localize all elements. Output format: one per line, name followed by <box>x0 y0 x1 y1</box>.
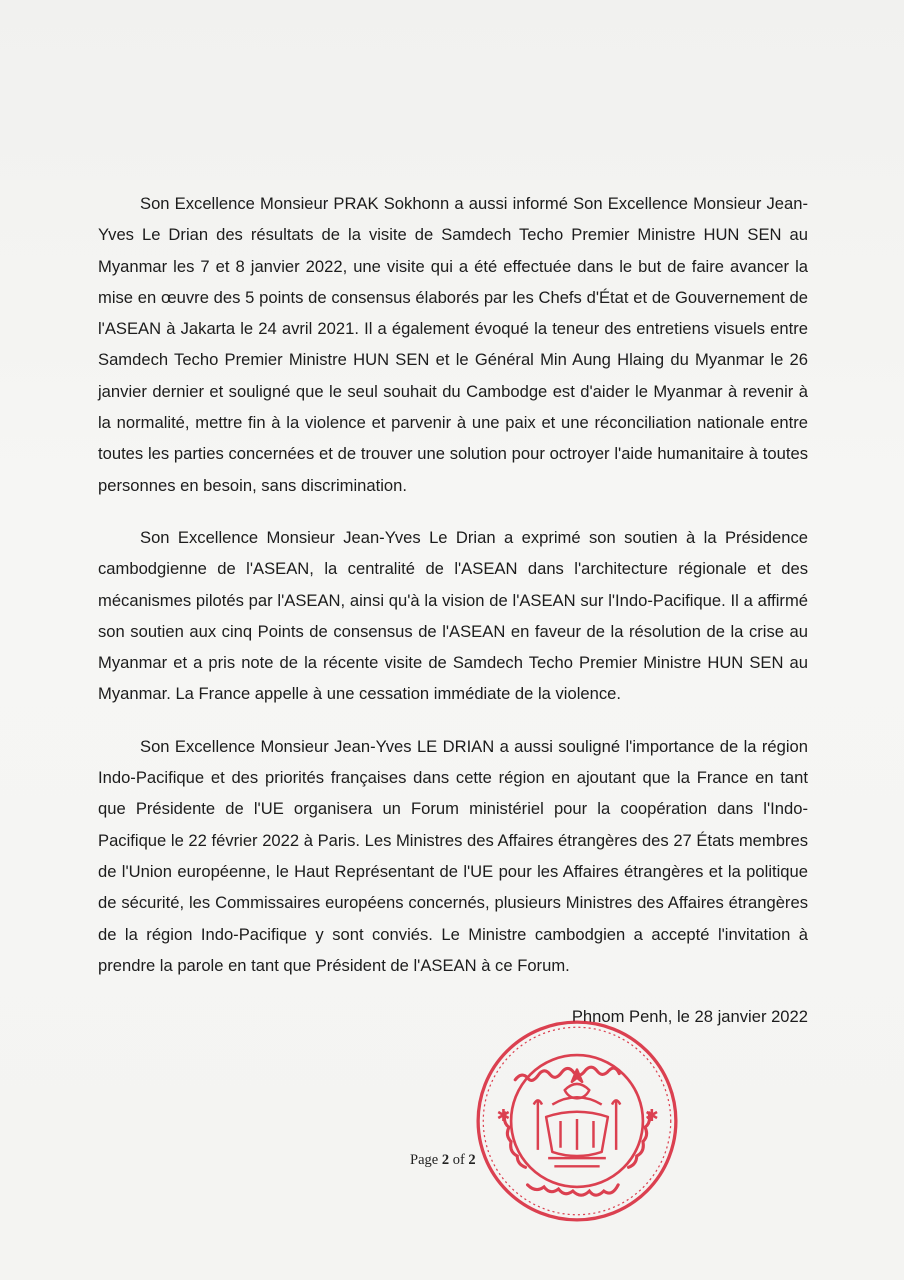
document-body <box>98 188 808 1002</box>
paragraph-1: Son Excellence Monsieur PRAK Sokhonn a aussi informé Son Excellence Monsieur Jean-Yves Le Drian des résultats de la visite de Samdech Techo Premier Ministre HUN SEN au Myanmar les 7 et 8 janvier 2022, une visite qui a été effectuée dans le but de faire avancer la mise en œuvre des 5 points de consensus élaborés par les Chefs d'État et de Gouvernement de l'ASEAN à Jakarta le 24 avril 2021. Il a également évoqué la teneur des entretiens visuels entre Samdech Techo Premier Ministre HUN SEN et le Général Min Aung Hlaing du Myanmar le 26 janvier dernier et souligné que le seul souhait du Cambodge est d'aider le Myanmar à revenir à la normalité, mettre fin à la violence et parvenir à une paix et une réconciliation nationale entre toutes les parties concernées et de trouver une solution pour octroyer l'aide humanitaire à toutes personnes en besoin, sans discrimination. <box>98 194 808 495</box>
page-footer <box>410 1152 476 1169</box>
svg-text:✱: ✱ <box>496 1106 511 1125</box>
place-date-line: Phnom Penh, le 28 janvier 2022 <box>571 1007 808 1026</box>
official-seal-stamp <box>474 1018 680 1224</box>
footer-of-word: of <box>452 1152 465 1168</box>
footer-total-pages: 2 <box>468 1152 476 1168</box>
footer-page-word: Page <box>410 1152 439 1168</box>
seal-emblem <box>534 1070 621 1167</box>
svg-text:✱: ✱ <box>644 1106 659 1125</box>
paragraph-2: Son Excellence Monsieur Jean-Yves Le Drian a exprimé son soutien à la Présidence cambodgienne de l'ASEAN, la centralité de l'ASEAN dans l'architecture régionale et des mécanismes pilotés par l'ASEAN, ainsi qu'à la vision de l'ASEAN sur l'Indo-Pacifique. Il a affirmé son soutien aux cinq Points de consensus de l'ASEAN en faveur de la résolution de la crise au Myanmar et a pris note de la récente visite de Samdech Techo Premier Ministre HUN SEN au Myanmar. La France appelle à une cessation immédiate de la violence. <box>98 527 808 704</box>
footer-current-page: 2 <box>441 1152 450 1168</box>
paragraph-3: Son Excellence Monsieur Jean-Yves LE DRIAN a aussi souligné l'importance de la région Indo-Pacifique et des priorités françaises dans cette région en ajoutant que la France en tant que Présidente de l'UE organisera un Forum ministériel pour la coopération dans l'Indo-Pacifique le 22 février 2022 à Paris. Les Ministres des Affaires étrangères des 27 États membres de l'Union européenne, le Haut Représentant de l'UE pour les Affaires étrangères et la politique de sécurité, les Commissaires européens concernés, plusieurs Ministres des Affaires étrangères de la région Indo-Pacifique y sont conviés. Le Ministre cambodgien a accepté l'invitation à prendre la parole en tant que Président de l'ASEAN à ce Forum. <box>98 736 808 975</box>
